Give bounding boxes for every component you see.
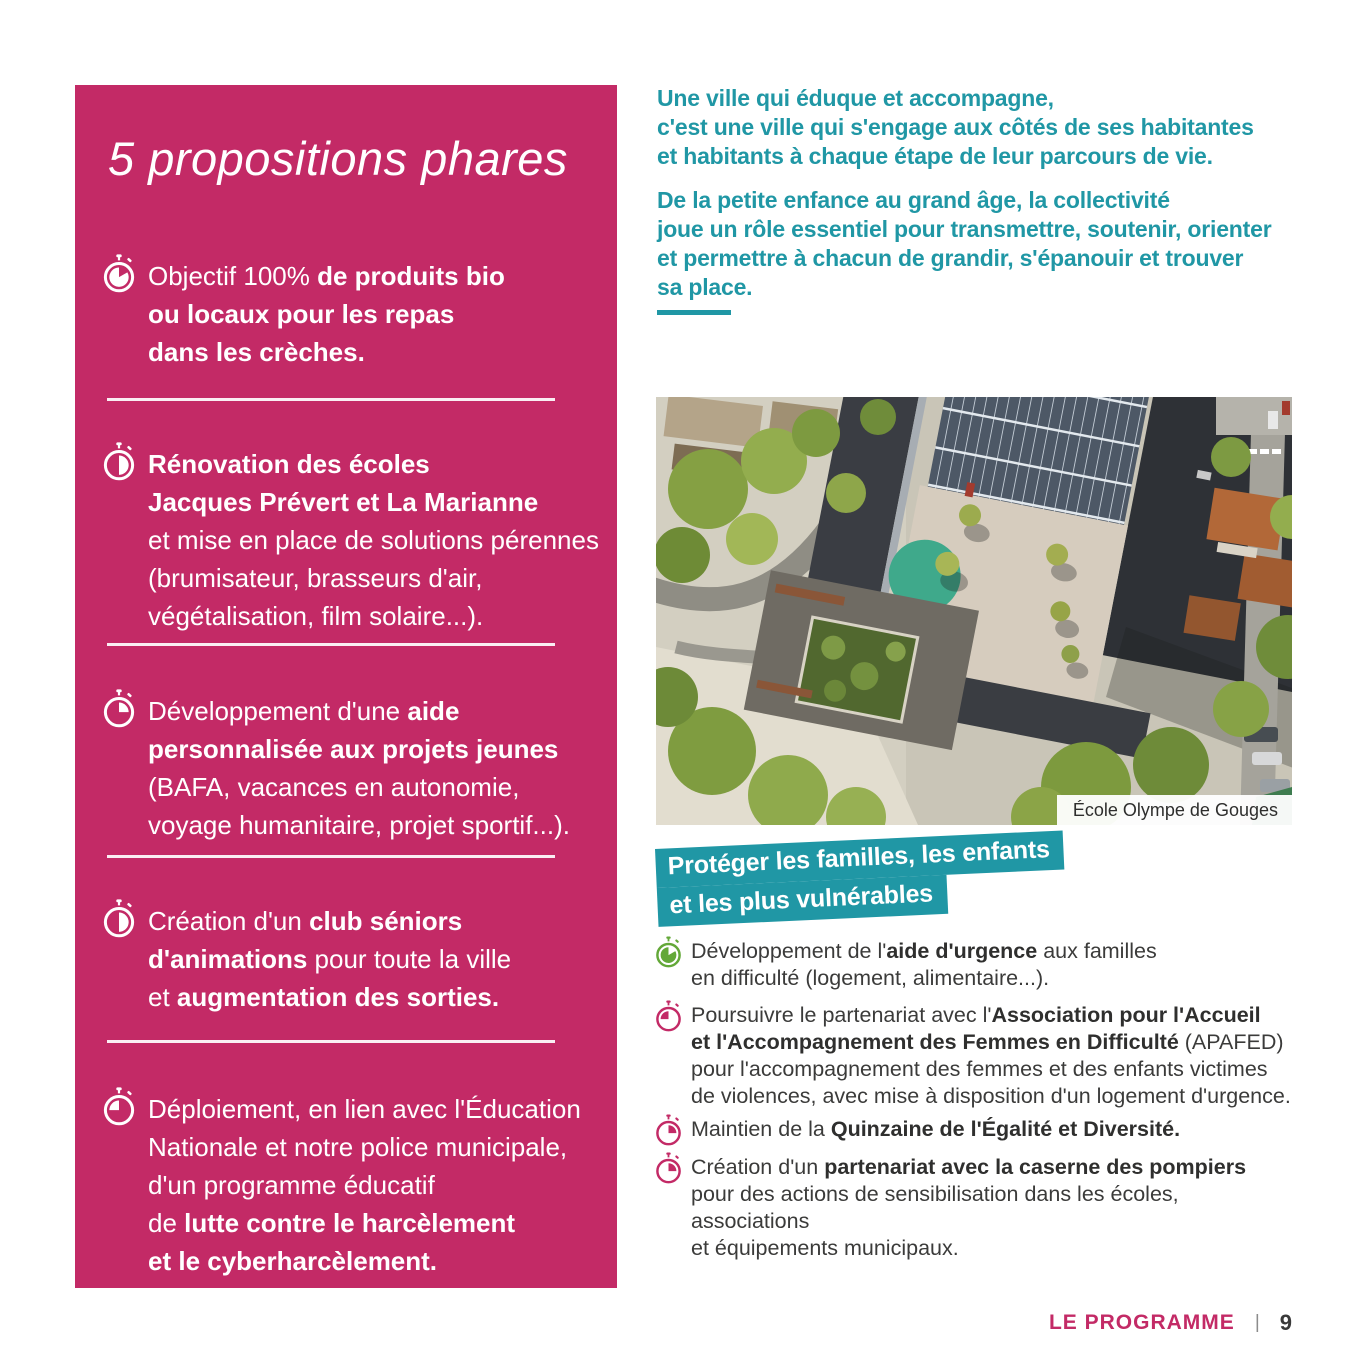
stopwatch-icon-glyph [100,441,138,483]
aerial-photo [656,397,1292,825]
proposition-text: Création d'un partenariat avec la caserne des pompiers pour des actions de sensibilisation dans les écoles, associations et équipements municipaux. [691,1155,1247,1260]
stopwatch-icon-glyph [653,1113,684,1148]
footer-section-label: LE PROGRAMME [1048,1311,1235,1334]
proposition-text: Maintien de la Quinzaine de l'Égalité et Diversité. [691,1117,1181,1141]
page-number: 9 [1279,1310,1292,1335]
divider [107,643,555,646]
stopwatch-icon [653,935,684,970]
aerial-photo-illustration [656,397,1292,825]
stopwatch-icon-glyph [100,253,138,295]
stopwatch-icon-glyph [653,1151,684,1186]
photo-caption: École Olympe de Gouges [1057,795,1292,825]
proposition-text: Développement d'une aide personnalisée aux projets jeunes (BAFA, vacances en autonomie, voyage humanitaire, projet sportif...). [148,696,570,840]
proposition-text: Déploiement, en lien avec l'Éducation Nationale et notre police municipale, d'un programme éducatif de lutte contre le harcèlement et le cyberharcèlement. [148,1094,581,1276]
teal-rule [657,310,731,315]
stopwatch-icon [100,441,138,483]
proposition-item [100,1090,600,1280]
stopwatch-icon [100,898,138,940]
stopwatch-icon-glyph [653,935,684,970]
stopwatch-icon [100,253,138,295]
stopwatch-icon [653,999,684,1034]
stopwatch-icon-glyph [653,999,684,1034]
propositions-panel [75,85,617,1288]
measure-item [653,1002,1293,1110]
panel-title: 5 propositions phares [108,132,568,185]
proposition-item [100,692,600,844]
stopwatch-icon [100,688,138,730]
measure-item [653,938,1293,992]
stopwatch-icon [653,1113,684,1148]
divider [107,1040,555,1043]
banner-line-2: et les plus vulnérables [657,875,948,927]
stopwatch-icon-glyph [100,688,138,730]
proposition-item [100,445,600,635]
proposition-item [100,902,600,1016]
stopwatch-icon-glyph [100,898,138,940]
banner-line-1: Protéger les familles, les enfants [655,830,1065,887]
stopwatch-icon [653,1151,684,1186]
measure-item [653,1154,1293,1262]
proposition-text: Objectif 100% de produits bio ou locaux pour les repas dans les crèches. [148,261,505,367]
section-banner [655,830,1066,926]
page-footer [1049,1310,1292,1336]
measure-item [653,1116,1293,1148]
proposition-text: Poursuivre le partenariat avec l'Association pour l'Accueil et l'Accompagnement des Femmes en Difficulté (APAFED) pour l'accompagnement des femmes et des enfants victimes de violences, avec mise à disposition d'un logement d'urgence. [691,1003,1291,1108]
divider [107,398,555,401]
proposition-text: Développement de l'aide d'urgence aux familles en difficulté (logement, alimentaire...). [691,939,1157,990]
stopwatch-icon-glyph [100,1086,138,1128]
footer-separator: | [1254,1312,1260,1333]
proposition-text: Rénovation des écoles Jacques Prévert et La Marianne et mise en place de solutions pérennes (brumisateur, brasseurs d'air, végétalisation, film solaire...). [148,449,599,631]
intro-paragraph: De la petite enfance au grand âge, la collectivité joue un rôle essentiel pour transmettre, soutenir, orienter et permettre à chacun de grandir, s'épanouir et trouver sa place. [657,187,1272,300]
stopwatch-icon [100,1086,138,1128]
proposition-item [100,257,600,371]
intro-paragraph: Une ville qui éduque et accompagne, c'est une ville qui s'engage aux côtés de ses habitantes et habitants à chaque étape de leur parcours de vie. [657,85,1254,169]
proposition-text: Création d'un club séniors d'animations pour toute la ville et augmentation des sorties. [148,906,512,1012]
divider [107,855,555,858]
